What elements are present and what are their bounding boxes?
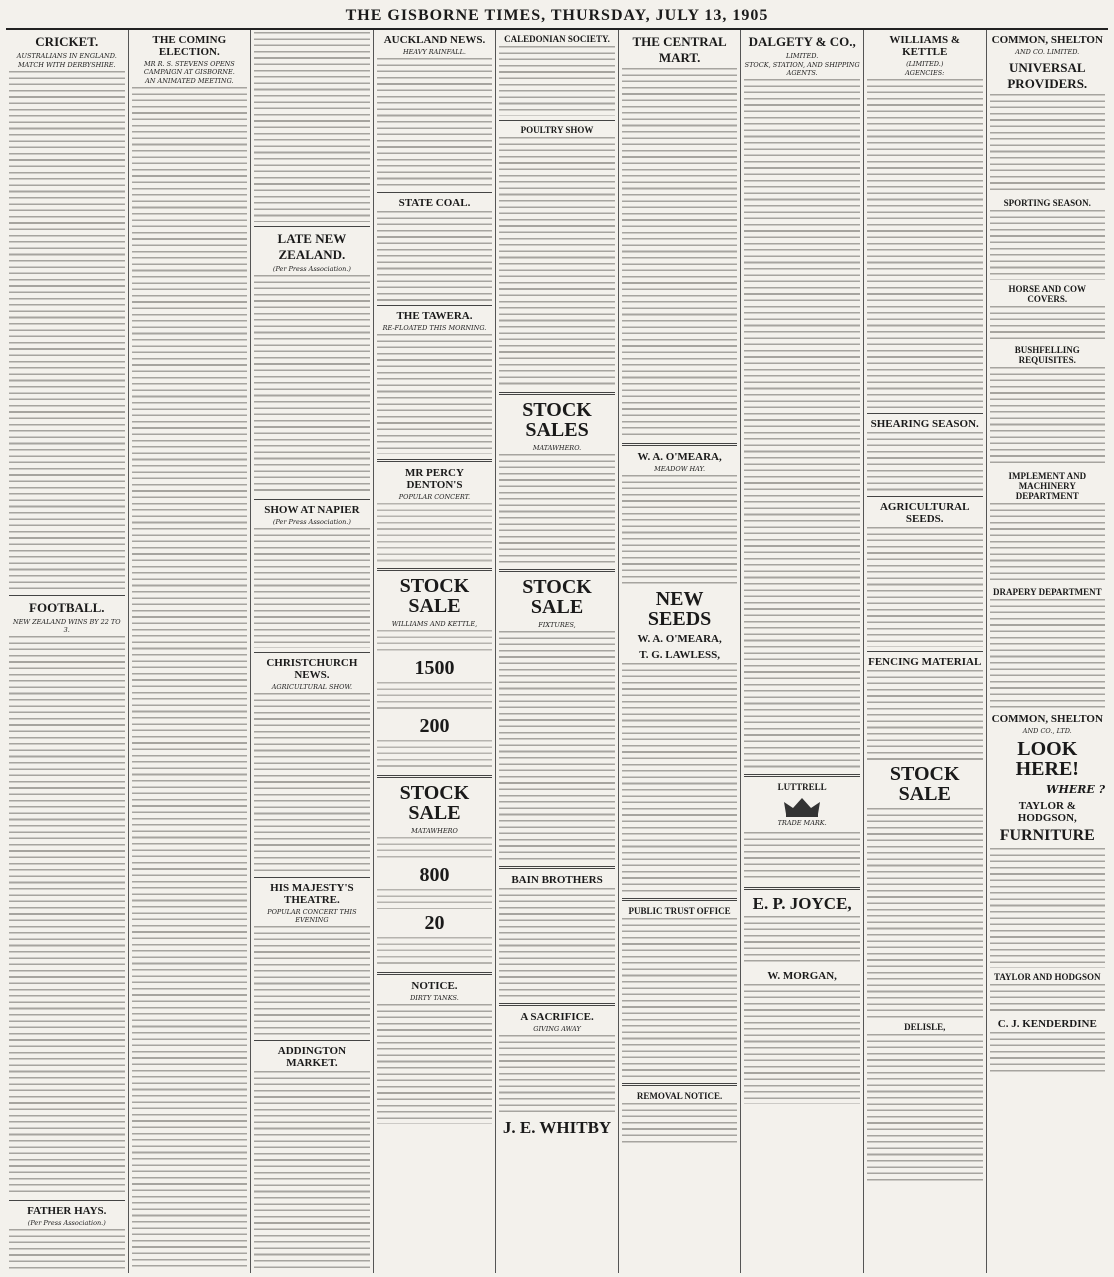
football-article-text [9,636,125,1196]
bushfelling-heading: BUSHFELLING REQUISITES. [1014,345,1080,365]
taylor-hodgson-heading-2: TAYLOR AND HODGSON [994,972,1101,982]
dalgety-heading: DALGETY & CO., [748,34,856,49]
stock-sale-ad2-count: 800 [419,864,450,886]
drapery-dept-text [990,599,1106,709]
look-here-heading: LOOK HERE! [1015,738,1079,780]
joyce-heading: E. P. JOYCE, [752,894,852,913]
shearing-season-text [867,432,983,492]
election-subheading-2: AN ANIMATED MEETING. [145,77,234,85]
poultry-show-heading: POULTRY SHOW [520,125,594,135]
luttrell-heading: LUTTRELL [777,782,827,792]
public-trust-text [622,918,738,1078]
christchurch-text [254,693,370,873]
dalgety-subheading-2: STOCK, STATION, AND SHIPPING AGENTS. [744,61,860,77]
stock-sale-fixtures-heading: STOCK SALE [522,576,592,618]
sporting-season-heading: SPORTING SEASON. [1003,198,1091,208]
common-shelton-heading: COMMON, SHELTON [991,34,1103,46]
late-nz-text [254,275,370,495]
cricket-subheading: AUSTRALIANS IN ENGLAND. [16,52,117,60]
trade-mark-text [744,832,860,882]
masthead: THE GISBORNE TIMES, THURSDAY, JULY 13, 1905 [6,4,1108,30]
whitby-heading: J. E. WHITBY [502,1118,612,1137]
stock-sale-ad-heading: STOCK SALE [399,575,470,617]
sacrifice-heading: A SACRIFICE. [520,1011,594,1023]
father-hays-text [9,1229,125,1273]
football-heading: FOOTBALL. [29,600,105,615]
stock-sale-ad2-heading: STOCK SALE [399,782,470,824]
williams-kettle-limited: (LIMITED.) [906,60,944,68]
dalgety-text [744,79,860,769]
late-nz-heading: LATE NEW ZEALAND. [277,231,347,262]
stock-sales-text [499,454,615,564]
stock-sale-ad2-count-2: 20 [424,912,445,934]
fencing-material-text [867,670,983,760]
universal-providers-text [990,94,1106,194]
crown-icon [782,796,822,818]
sporting-season-text [990,210,1106,280]
column-9 [987,30,1109,1273]
stock-sale-ad2-text [377,837,493,861]
theatre-subheading: POPULAR CONCERT THIS EVENING [267,908,357,924]
morgan-text [744,984,860,1104]
kenderdine-text [990,1032,1106,1072]
napier-show-text [254,528,370,648]
implement-dept-heading: IMPLEMENT AND MACHINERY DEPARTMENT [1008,471,1087,501]
christchurch-heading: CHRISTCHURCH NEWS. [266,657,358,681]
joyce-text [744,916,860,966]
meadow-hay-text [622,475,738,585]
lawless-heading: T. G. LAWLESS, [639,649,720,661]
theatre-text [254,926,370,1036]
stock-sales-location: MATAWHERO. [532,444,582,452]
stock-sale-ad2-location: MATAWHERO [411,827,458,835]
new-seeds-heading: NEW SEEDS [647,588,712,630]
stock-sale-ad-text-3 [377,740,493,770]
delisle-text [867,1034,983,1184]
napier-show-subheading: (Per Press Association.) [272,518,351,526]
state-coal-heading: STATE COAL. [398,197,471,209]
implement-dept-text [990,503,1106,583]
stock-sales-heading: STOCK SALES [522,399,592,441]
furniture-heading: FURNITURE [999,827,1095,844]
bain-brothers-heading: BAIN BROTHERS [511,874,603,886]
where-heading: WHERE ? [1046,783,1106,796]
column-1 [6,30,129,1273]
column-4 [374,30,497,1273]
column-8 [864,30,987,1273]
removal-notice-text [622,1103,738,1143]
tawera-heading: THE TAWERA. [396,310,473,322]
taylor-hodgson-heading: TAYLOR & HODGSON, [1017,800,1077,824]
notice-heading: NOTICE. [411,980,458,992]
auckland-text [377,58,493,188]
notice-text [377,1004,493,1124]
caledonian-heading: CALEDONIAN SOCIETY. [504,34,610,44]
meadow-hay-heading: MEADOW HAY. [654,465,706,473]
common-shelton-heading-2: COMMON, SHELTON [991,713,1103,725]
dalgety-subheading: LIMITED. [786,52,819,60]
column-5 [496,30,619,1273]
sacrifice-text [499,1035,615,1115]
stock-sale-fixtures-text [499,631,615,861]
election-heading: THE COMING ELECTION. [152,34,227,58]
classifieds-text [499,137,615,387]
horse-cow-covers-text [990,306,1106,341]
denton-concert-text [377,503,493,563]
election-article-text [132,87,248,1267]
common-shelton-subheading: AND CO. LIMITED. [1015,48,1080,56]
cricket-article-text [9,71,125,591]
article-continued-text [254,32,370,222]
tawera-subheading: RE-FLOATED THIS MORNING. [382,324,487,332]
kenderdine-heading: C. J. KENDERDINE [997,1018,1097,1030]
stock-sale-ad2-text-2 [377,889,493,909]
father-hays-subheading: (Per Press Association.) [27,1219,106,1227]
notice-subheading: DIRTY TANKS. [410,994,459,1002]
stock-sale-ad-text-2 [377,682,493,712]
lawless-text [622,663,738,893]
auckland-heading: AUCKLAND NEWS. [383,34,486,46]
stock-sale-ad-text [377,630,493,654]
removal-notice-heading: REMOVAL NOTICE. [636,1091,723,1101]
column-7 [741,30,864,1273]
stock-sale-ad-count-2: 200 [419,715,450,737]
state-coal-text [377,211,493,301]
taylor-hodgson-text [990,984,1106,1014]
agencies-list [867,79,983,409]
bain-brothers-text [499,888,615,998]
napier-show-heading: SHOW AT NAPIER [264,504,360,516]
central-mart-text [622,68,738,438]
trade-mark-label: TRADE MARK. [777,819,827,827]
election-subheading: MR R. S. STEVENS OPENS CAMPAIGN AT GISBORNE. [143,60,235,76]
stock-sale-text-col8 [867,808,983,1018]
public-trust-heading: PUBLIC TRUST OFFICE [628,906,731,916]
stock-sale-ad-agent: WILLIAMS AND KETTLE, [391,620,478,628]
williams-kettle-agencies: AGENCIES: [905,69,945,77]
common-shelton-subheading-2: AND CO., LTD. [1022,727,1072,735]
addington-text [254,1071,370,1271]
column-6 [619,30,742,1273]
columns [6,30,1108,1273]
omeara-heading: W. A. O'MEARA, [637,451,722,463]
agricultural-seeds-heading: AGRICULTURAL SEEDS. [879,501,970,525]
sacrifice-subheading: GIVING AWAY [533,1025,581,1033]
shearing-season-heading: SHEARING SEASON. [870,418,979,430]
omeara-heading-2: W. A. O'MEARA, [637,633,722,645]
cricket-subheading-2: MATCH WITH DERBYSHIRE. [18,61,116,69]
caledonian-text [499,46,615,116]
football-subheading: NEW ZEALAND WINS BY 22 TO 3. [12,618,121,634]
trade-mark [744,796,860,828]
williams-kettle-heading: WILLIAMS & KETTLE [889,34,961,58]
delisle-heading: DELISLE, [904,1022,946,1032]
horse-cow-covers-heading: HORSE AND COW COVERS. [1008,284,1087,304]
cricket-heading: CRICKET. [35,34,99,49]
stock-sale-ad-count: 1500 [414,657,455,679]
theatre-heading: HIS MAJESTY'S THEATRE. [270,882,354,906]
father-hays-heading: FATHER HAYS. [27,1205,107,1217]
stock-sale-heading-col8: STOCK SALE [889,763,960,805]
furniture-text [990,848,1106,968]
stock-sale-fixtures-subheading: FIXTURES, [538,621,576,629]
column-3 [251,30,374,1273]
morgan-heading: W. MORGAN, [767,970,837,982]
denton-concert-heading: MR PERCY DENTON'S [404,467,464,491]
stock-sale-ad2-text-3 [377,937,493,967]
drapery-dept-heading: DRAPERY DEPARTMENT [992,587,1102,597]
auckland-subheading: HEAVY RAINFALL. [402,48,466,56]
christchurch-subheading: AGRICULTURAL SHOW. [271,683,353,691]
addington-heading: ADDINGTON MARKET. [277,1045,347,1069]
late-nz-subheading: (Per Press Association.) [272,265,351,273]
tawera-text [377,334,493,454]
universal-providers-heading: UNIVERSAL PROVIDERS. [1007,60,1088,91]
column-2 [129,30,252,1273]
denton-concert-subheading: POPULAR CONCERT. [398,493,471,501]
central-mart-heading: THE CENTRAL MART. [632,34,727,65]
agricultural-seeds-text [867,527,983,647]
bushfelling-text [990,367,1106,467]
fencing-material-heading: FENCING MATERIAL [868,656,982,668]
